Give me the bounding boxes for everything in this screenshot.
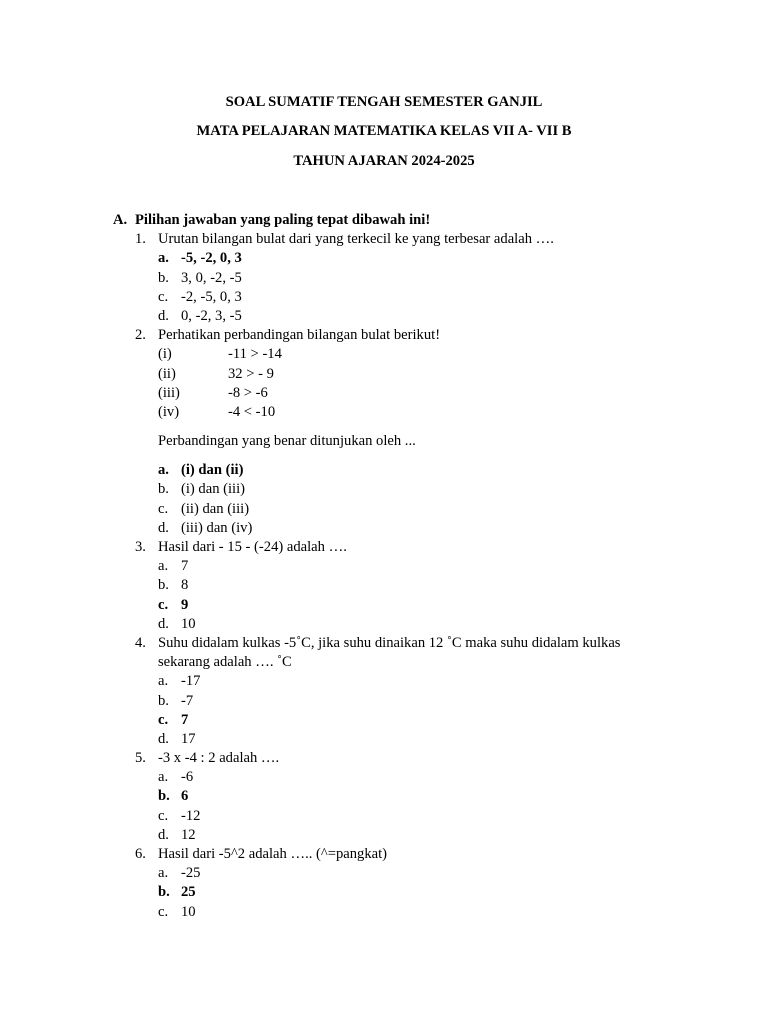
doc-title-line-2: MATA PELAJARAN MATEMATIKA KELAS VII A- VII B	[196, 123, 572, 139]
section-letter: A.	[113, 212, 128, 228]
option-text: 3, 0, -2, -5	[181, 269, 242, 286]
option-letter: b.	[158, 788, 170, 805]
option-3a	[113, 557, 673, 576]
option-text: -7	[181, 692, 194, 709]
option-5d	[113, 826, 673, 845]
question-number: 5.	[135, 750, 146, 767]
option-3d	[113, 615, 673, 634]
option-5b	[113, 787, 673, 806]
option-text: 0, -2, 3, -5	[181, 307, 242, 324]
question-text: Suhu didalam kulkas -5˚C, jika suhu dinaikan 12 ˚C maka suhu didalam kulkas	[158, 634, 621, 651]
option-text: 10	[181, 903, 196, 920]
option-letter: b.	[158, 577, 169, 594]
option-letter: a.	[158, 250, 169, 267]
comparison-i	[113, 345, 673, 364]
option-text: (i) dan (ii)	[181, 462, 244, 479]
option-4c	[113, 711, 673, 730]
option-letter: d.	[158, 615, 169, 632]
option-text: (iii) dan (iv)	[181, 519, 253, 536]
option-4a	[113, 672, 673, 691]
comparison-label: (iii)	[158, 384, 180, 401]
question-3	[113, 538, 673, 557]
option-text: 7	[181, 711, 189, 728]
question-number: 4.	[135, 634, 146, 651]
comparison-iii	[113, 384, 673, 403]
option-text: -5, -2, 0, 3	[181, 250, 242, 267]
comparison-label: (i)	[158, 346, 172, 363]
question-text: Hasil dari - 15 - (-24) adalah ….	[158, 539, 347, 555]
option-letter: b.	[158, 692, 169, 709]
option-letter: a.	[158, 769, 169, 786]
option-2a	[113, 461, 673, 480]
option-text: 25	[181, 884, 196, 901]
option-text: -12	[181, 807, 201, 824]
question-2-prompt: Perbandingan yang benar ditunjukan oleh ...	[158, 433, 416, 450]
option-text: -25	[181, 865, 201, 882]
option-letter: c.	[158, 807, 169, 824]
question-text: Perhatikan perbandingan bilangan bulat berikut!	[158, 327, 441, 344]
option-letter: a.	[158, 673, 169, 690]
option-text: 12	[181, 826, 196, 843]
option-text: -2, -5, 0, 3	[181, 288, 242, 305]
option-2d	[113, 519, 673, 538]
option-letter: a.	[158, 865, 169, 882]
comparison-expr: 32 > - 9	[228, 365, 274, 382]
question-6	[113, 845, 673, 864]
option-letter: d.	[158, 730, 169, 747]
option-5a	[113, 768, 673, 787]
option-text: 9	[181, 596, 189, 613]
option-6b	[113, 883, 673, 902]
option-text: 6	[181, 788, 189, 805]
option-1a	[113, 249, 673, 268]
doc-title-line-1: SOAL SUMATIF TENGAH SEMESTER GANJIL	[225, 94, 543, 110]
option-5c	[113, 807, 673, 826]
comparison-iv	[113, 403, 673, 422]
option-text: 17	[181, 730, 196, 747]
option-letter: c.	[158, 903, 169, 920]
comparison-ii	[113, 365, 673, 384]
option-text: 10	[181, 615, 196, 632]
option-letter: d.	[158, 307, 169, 324]
option-1b	[113, 269, 673, 288]
question-text: -3 x -4 : 2 adalah ….	[158, 750, 280, 767]
comparison-label: (ii)	[158, 365, 176, 382]
question-4-continuation: sekarang adalah …. ˚C	[158, 654, 292, 671]
option-1d	[113, 307, 673, 326]
comparison-expr: -8 > -6	[228, 384, 268, 401]
doc-title-line-3: TAHUN AJARAN 2024-2025	[293, 153, 475, 169]
option-letter: c.	[158, 596, 169, 613]
option-4d	[113, 730, 673, 749]
option-letter: b.	[158, 884, 170, 901]
option-text: 7	[181, 558, 189, 575]
option-6a	[113, 864, 673, 883]
option-letter: a.	[158, 462, 169, 479]
option-1c	[113, 288, 673, 307]
question-text: Hasil dari -5^2 adalah ….. (^=pangkat)	[158, 846, 388, 862]
question-2	[113, 326, 673, 345]
option-2c	[113, 500, 673, 519]
question-number: 2.	[135, 327, 146, 344]
section-a	[113, 211, 673, 922]
option-text: (i) dan (iii)	[181, 481, 246, 498]
question-1	[113, 230, 673, 249]
option-letter: a.	[158, 558, 169, 575]
option-letter: c.	[158, 288, 169, 305]
question-5	[113, 749, 673, 768]
question-number: 6.	[135, 846, 146, 862]
section-heading	[113, 211, 673, 230]
option-letter: b.	[158, 269, 169, 286]
question-number: 1.	[135, 231, 146, 248]
question-number: 3.	[135, 539, 146, 555]
section-title: Pilihan jawaban yang paling tepat dibawah ini!	[135, 212, 431, 228]
comparison-expr: -4 < -10	[228, 403, 276, 420]
option-letter: c.	[158, 711, 169, 728]
comparison-label: (iv)	[158, 403, 180, 420]
option-2b	[113, 480, 673, 499]
option-6c	[113, 903, 673, 922]
question-4	[113, 634, 673, 653]
option-3b	[113, 576, 673, 595]
option-letter: c.	[158, 500, 169, 517]
option-letter: b.	[158, 481, 169, 498]
option-text: 8	[181, 577, 189, 594]
option-3c	[113, 596, 673, 615]
option-text: -17	[181, 673, 201, 690]
option-text: -6	[181, 769, 194, 786]
option-4b	[113, 692, 673, 711]
comparison-expr: -11 > -14	[228, 346, 282, 363]
option-text: (ii) dan (iii)	[181, 500, 250, 517]
option-letter: d.	[158, 519, 169, 536]
option-letter: d.	[158, 826, 169, 843]
question-text: Urutan bilangan bulat dari yang terkecil ke yang terbesar adalah ….	[158, 231, 554, 248]
